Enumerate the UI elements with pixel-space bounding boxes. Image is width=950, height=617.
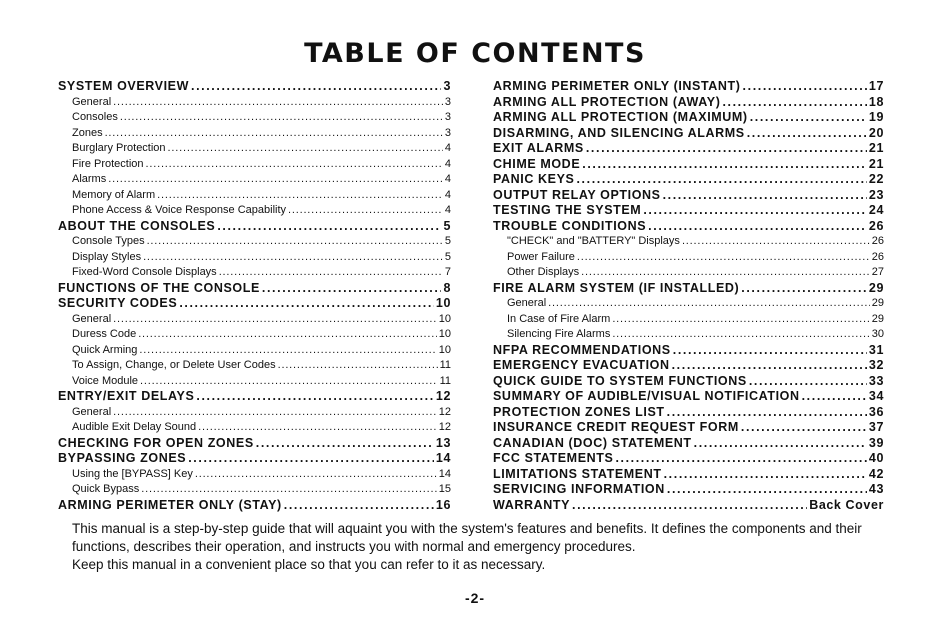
toc-entry-label: Power Failure xyxy=(507,250,575,263)
toc-subsection-entry xyxy=(58,420,451,436)
toc-page-number: 24 xyxy=(868,203,884,217)
dot-leader xyxy=(750,110,867,126)
toc-entry-label: TESTING THE SYSTEM xyxy=(493,203,642,217)
toc-subsection-entry xyxy=(58,157,451,173)
toc-subsection-entry xyxy=(58,358,451,374)
toc-page-number: 20 xyxy=(868,125,884,140)
dot-leader xyxy=(179,296,434,312)
toc-page-number: 3 xyxy=(443,79,451,93)
toc-section-entry xyxy=(493,110,884,126)
toc-subsection-entry xyxy=(58,250,451,266)
toc-page-number: 31 xyxy=(868,342,884,357)
toc-page-number: 3 xyxy=(444,95,451,108)
toc-section-entry xyxy=(493,451,884,467)
toc-entry-label: Burglary Protection xyxy=(72,142,166,154)
toc-section-entry xyxy=(58,296,451,312)
toc-entry-label: Consoles xyxy=(72,111,118,123)
toc-entry-label: SERVICING INFORMATION xyxy=(493,482,665,496)
toc-entry-label: CANADIAN (DOC) STATEMENT xyxy=(493,435,692,450)
dot-leader xyxy=(664,467,867,483)
toc-entry-label: Phone Access & Voice Response Capability xyxy=(72,204,287,216)
toc-subsection-entry xyxy=(58,141,451,157)
toc-entry-label: Using the [BYPASS] Key xyxy=(72,467,193,480)
toc-page-number: Back Cover xyxy=(809,497,884,512)
toc-page-number: 32 xyxy=(868,358,884,372)
toc-section-entry xyxy=(493,467,884,483)
toc-entry-label: General xyxy=(72,95,112,108)
toc-page-number: 26 xyxy=(868,218,884,233)
page-number: -2- xyxy=(464,590,486,606)
dot-leader xyxy=(147,234,443,250)
toc-subsection-entry xyxy=(58,110,451,126)
toc-page-number: 4 xyxy=(444,173,451,185)
toc-page-number: 13 xyxy=(435,435,451,450)
dot-leader xyxy=(262,281,442,297)
toc-page-number: 36 xyxy=(868,404,884,419)
toc-section-entry xyxy=(58,498,451,514)
toc-page-number: 7 xyxy=(444,266,451,278)
toc-entry-label: To Assign, Change, or Delete User Codes xyxy=(72,359,276,371)
toc-subsection-entry xyxy=(58,374,451,390)
dot-leader xyxy=(256,436,434,452)
toc-entry-label: CHECKING FOR OPEN ZONES xyxy=(58,435,254,450)
toc-page-number: 33 xyxy=(868,373,884,388)
toc-section-entry xyxy=(58,281,451,297)
dot-leader xyxy=(586,141,867,157)
dot-leader xyxy=(612,312,869,328)
dot-leader xyxy=(747,126,867,142)
toc-subsection-entry xyxy=(58,482,451,498)
toc-section-entry xyxy=(493,436,884,452)
toc-entry-label: Duress Code xyxy=(72,328,137,340)
dot-leader xyxy=(581,265,870,281)
dot-leader xyxy=(113,312,437,328)
dot-leader xyxy=(278,358,438,374)
toc-page-number: 34 xyxy=(868,389,884,403)
toc-subsection-entry xyxy=(58,234,451,250)
dot-leader xyxy=(113,95,443,111)
toc-subsection-entry xyxy=(58,343,451,359)
toc-entry-label: ENTRY/EXIT DELAYS xyxy=(58,389,195,403)
toc-entry-label: ARMING ALL PROTECTION (MAXIMUM) xyxy=(493,110,748,124)
toc-section-entry xyxy=(58,79,451,95)
dot-leader xyxy=(139,343,436,359)
dot-leader xyxy=(643,203,867,219)
toc-page-number: 4 xyxy=(444,142,451,154)
dot-leader xyxy=(157,188,443,204)
toc-entry-label: ARMING ALL PROTECTION (AWAY) xyxy=(493,94,721,109)
toc-entry-label: General xyxy=(72,405,112,418)
toc-subsection-entry xyxy=(58,188,451,204)
toc-page-number: 29 xyxy=(871,297,884,309)
toc-entry-label: NFPA RECOMMENDATIONS xyxy=(493,342,671,357)
toc-entry-label: Silencing Fire Alarms xyxy=(507,328,611,340)
toc-entry-label: FIRE ALARM SYSTEM (IF INSTALLED) xyxy=(493,280,740,295)
toc-page-number: 10 xyxy=(435,296,451,310)
dot-leader xyxy=(195,467,437,483)
toc-page-number: 14 xyxy=(435,451,451,465)
dot-leader xyxy=(138,327,437,343)
toc-entry-label: General xyxy=(507,297,547,309)
dot-leader xyxy=(648,219,867,235)
dot-leader xyxy=(143,250,443,266)
toc-subsection-entry xyxy=(493,234,884,250)
toc-entry-label: Memory of Alarm xyxy=(72,188,156,201)
toc-page-number: 22 xyxy=(868,172,884,186)
toc-page-number: 17 xyxy=(868,79,884,93)
dot-leader xyxy=(682,234,870,250)
toc-entry-label: FUNCTIONS OF THE CONSOLE xyxy=(58,280,260,295)
toc-page-number: 21 xyxy=(868,141,884,155)
toc-subsection-entry xyxy=(493,250,884,266)
toc-page-number: 5 xyxy=(443,218,451,233)
toc-subsection-entry xyxy=(58,405,451,421)
toc-page-number: 29 xyxy=(871,312,884,325)
toc-page-number: 23 xyxy=(868,187,884,202)
dot-leader xyxy=(168,141,443,157)
toc-page-number: 12 xyxy=(435,389,451,403)
toc-section-entry xyxy=(493,79,884,95)
toc-section-entry xyxy=(493,498,884,514)
toc-section-entry xyxy=(58,436,451,452)
toc-column-left xyxy=(58,79,451,513)
toc-entry-label: General xyxy=(72,312,112,325)
toc-subsection-entry xyxy=(58,95,451,111)
toc-column-right xyxy=(493,79,884,513)
toc-page-number: 11 xyxy=(439,359,451,371)
dot-leader xyxy=(146,157,443,173)
toc-entry-label: Zones xyxy=(72,126,103,139)
toc-entry-label: OUTPUT RELAY OPTIONS xyxy=(493,187,661,202)
dot-leader xyxy=(188,451,434,467)
dot-leader xyxy=(672,358,867,374)
toc-page-number: 18 xyxy=(868,94,884,109)
toc-section-entry xyxy=(58,389,451,405)
toc-section-entry xyxy=(493,374,884,390)
dot-leader xyxy=(722,95,866,111)
page-title: TABLE OF CONTENTS xyxy=(304,38,646,69)
toc-entry-label: EMERGENCY EVACUATION xyxy=(493,358,670,372)
dot-leader xyxy=(548,296,870,312)
toc-entry-label: ARMING PERIMETER ONLY (INSTANT) xyxy=(493,79,741,93)
toc-entry-label: WARRANTY xyxy=(493,497,571,512)
toc-subsection-entry xyxy=(58,467,451,483)
toc-subsection-entry xyxy=(493,296,884,312)
toc-section-entry xyxy=(493,141,884,157)
toc-page-number: 10 xyxy=(438,328,451,340)
toc-page-number: 12 xyxy=(438,405,451,418)
toc-subsection-entry xyxy=(58,126,451,142)
dot-leader xyxy=(219,265,443,281)
toc-page-number: 15 xyxy=(438,483,451,495)
dot-leader xyxy=(198,420,437,436)
dot-leader xyxy=(288,203,443,219)
toc-entry-label: Display Styles xyxy=(72,250,142,263)
toc-page-number: 11 xyxy=(439,374,451,387)
toc-page-number: 4 xyxy=(444,188,451,201)
toc-section-entry xyxy=(493,389,884,405)
toc-subsection-entry xyxy=(58,327,451,343)
dot-leader xyxy=(741,420,867,436)
toc-page-number: 40 xyxy=(868,451,884,465)
toc-page-number: 3 xyxy=(444,126,451,139)
toc-entry-label: PANIC KEYS xyxy=(493,172,575,186)
dot-leader xyxy=(741,281,867,297)
toc-entry-label: Console Types xyxy=(72,235,145,247)
toc-page-number: 16 xyxy=(435,497,451,512)
toc-entry-label: ARMING PERIMETER ONLY (STAY) xyxy=(58,497,282,512)
toc-page-number: 3 xyxy=(444,111,451,123)
dot-leader xyxy=(667,482,867,498)
toc-section-entry xyxy=(493,281,884,297)
toc-entry-label: SECURITY CODES xyxy=(58,296,178,310)
dot-leader xyxy=(113,405,437,421)
toc-page-number: 30 xyxy=(871,328,884,340)
toc-page-number: 39 xyxy=(868,435,884,450)
intro-paragraph: Keep this manual in a convenient place so that you can refer to it as necessary. xyxy=(72,557,546,572)
toc-page-number: 5 xyxy=(444,250,451,263)
dot-leader xyxy=(120,110,443,126)
toc-entry-label: BYPASSING ZONES xyxy=(58,451,187,465)
toc-page-number: 5 xyxy=(444,235,451,247)
toc-entry-label: LIMITATIONS STATEMENT xyxy=(493,466,662,481)
dot-leader xyxy=(663,188,867,204)
intro-text xyxy=(72,520,892,574)
toc-page-number: 37 xyxy=(868,420,884,434)
toc-entry-label: INSURANCE CREDIT REQUEST FORM xyxy=(493,420,739,434)
dot-leader xyxy=(802,389,867,405)
toc-entry-label: Quick Bypass xyxy=(72,483,140,495)
toc-entry-label: FCC STATEMENTS xyxy=(493,451,614,465)
toc-page-number: 12 xyxy=(438,421,451,433)
toc-section-entry xyxy=(493,405,884,421)
dot-leader xyxy=(749,374,867,390)
toc-entry-label: TROUBLE CONDITIONS xyxy=(493,218,647,233)
toc-entry-label: Alarms xyxy=(72,173,107,185)
toc-section-entry xyxy=(493,172,884,188)
toc-entry-label: In Case of Fire Alarm xyxy=(507,312,611,325)
toc-section-entry xyxy=(493,126,884,142)
toc-entry-label: CHIME MODE xyxy=(493,156,581,171)
toc-page-number: 19 xyxy=(868,110,884,124)
toc-page-number: 26 xyxy=(871,250,884,263)
toc-page-number: 4 xyxy=(444,157,451,170)
toc-page-number: 29 xyxy=(868,280,884,295)
toc-subsection-entry xyxy=(58,312,451,328)
toc-subsection-entry xyxy=(493,327,884,343)
toc-section-entry xyxy=(493,95,884,111)
toc-section-entry xyxy=(493,482,884,498)
dot-leader xyxy=(577,250,870,266)
toc-entry-label: SUMMARY OF AUDIBLE/VISUAL NOTIFICATION xyxy=(493,389,800,403)
toc-entry-label: Fixed-Word Console Displays xyxy=(72,266,217,278)
dot-leader xyxy=(141,482,437,498)
dot-leader xyxy=(572,498,807,514)
toc-section-entry xyxy=(493,157,884,173)
dot-leader xyxy=(615,451,866,467)
dot-leader xyxy=(196,389,434,405)
dot-leader xyxy=(576,172,866,188)
toc-section-entry xyxy=(493,343,884,359)
toc-entry-label: Audible Exit Delay Sound xyxy=(72,421,197,433)
toc-entry-label: Other Displays xyxy=(507,266,580,278)
toc-page-number: 42 xyxy=(868,466,884,481)
toc-subsection-entry xyxy=(493,265,884,281)
toc-page-number: 8 xyxy=(443,280,451,295)
toc-section-entry xyxy=(493,219,884,235)
toc-page-number: 10 xyxy=(438,312,451,325)
toc-page-number: 21 xyxy=(868,156,884,171)
toc-section-entry xyxy=(58,451,451,467)
toc-subsection-entry xyxy=(58,172,451,188)
dot-leader xyxy=(108,172,443,188)
dot-leader xyxy=(140,374,438,390)
toc-entry-label: Voice Module xyxy=(72,374,139,387)
toc-entry-label: ABOUT THE CONSOLES xyxy=(58,218,216,233)
dot-leader xyxy=(105,126,443,142)
toc-entry-label: PROTECTION ZONES LIST xyxy=(493,404,665,419)
toc-section-entry xyxy=(493,203,884,219)
toc-subsection-entry xyxy=(493,312,884,328)
toc-page-number: 14 xyxy=(438,467,451,480)
toc-entry-label: Fire Protection xyxy=(72,157,144,170)
toc-section-entry xyxy=(493,420,884,436)
dot-leader xyxy=(284,498,434,514)
dot-leader xyxy=(191,79,441,95)
toc-section-entry xyxy=(493,188,884,204)
dot-leader xyxy=(694,436,867,452)
toc-page-number: 27 xyxy=(871,266,884,278)
toc-section-entry xyxy=(58,219,451,235)
dot-leader xyxy=(582,157,867,173)
toc-entry-label: Quick Arming xyxy=(72,343,138,356)
toc-page-number: 26 xyxy=(871,235,884,247)
toc-page-number: 43 xyxy=(868,482,884,496)
toc-subsection-entry xyxy=(58,203,451,219)
toc-page-number: 10 xyxy=(438,343,451,356)
toc-entry-label: DISARMING, AND SILENCING ALARMS xyxy=(493,125,745,140)
intro-paragraph: This manual is a step-by-step guide that will aquaint you with the system's features and benefits. It defines the components and their functions, describes their operation, and instructs you with normal and emergency procedures. xyxy=(72,521,862,554)
toc-entry-label: "CHECK" and "BATTERY" Displays xyxy=(507,235,680,247)
toc-subsection-entry xyxy=(58,265,451,281)
dot-leader xyxy=(743,79,867,95)
dot-leader xyxy=(673,343,867,359)
toc-entry-label: EXIT ALARMS xyxy=(493,141,584,155)
toc-entry-label: SYSTEM OVERVIEW xyxy=(58,79,190,93)
dot-leader xyxy=(612,327,869,343)
toc-entry-label: QUICK GUIDE TO SYSTEM FUNCTIONS xyxy=(493,373,747,388)
toc-page-number: 4 xyxy=(444,204,451,216)
dot-leader xyxy=(217,219,441,235)
dot-leader xyxy=(667,405,867,421)
toc-section-entry xyxy=(493,358,884,374)
